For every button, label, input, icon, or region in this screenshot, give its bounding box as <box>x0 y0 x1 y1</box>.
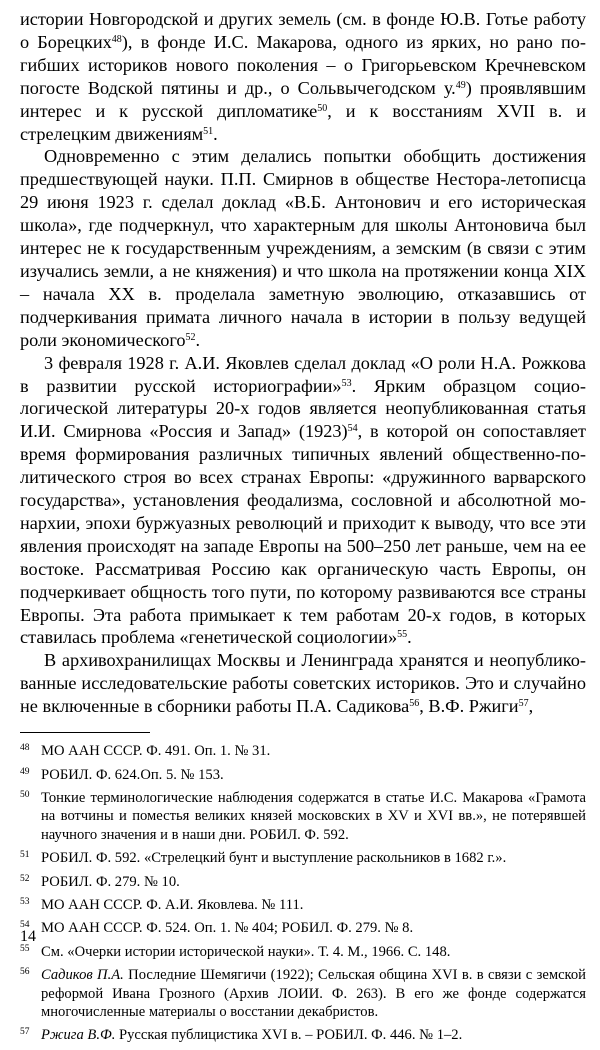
text-run: РОБИЛ. Ф. 279. № 10. <box>41 873 180 890</box>
footnote-text <box>41 943 586 961</box>
footnote <box>20 742 586 760</box>
text-run: Одновременно с этим делались попытки обобщить достижения предшествующей науки. П.П. Смирнов в обществе Нестора-летописца 29 июня 1923 г. сделал доклад «В.Б. Антонович и его историческая школа», где подчеркнул, что характерным для школы Антоновича был интерес не к государственным учреждениям, а земским (в связи с этим изучались земли, а не княжения) и что школа на протяжении конца XIX – начала XX в. проделала заметную эволюцию, отказавшись от подчеркивания примата личного начала в истории в пользу ведущей роли экономического <box>20 146 586 350</box>
text-run: См. «Очерки истории исторической науки». Т. 4. М., 1966. С. 148. <box>41 943 451 960</box>
text-run: . <box>407 627 412 648</box>
footnote <box>20 919 586 937</box>
footnote-text <box>41 742 586 760</box>
text-run: РОБИЛ. Ф. 624.Оп. 5. № 153. <box>41 766 224 783</box>
footnote-ref: 57 <box>518 698 529 710</box>
footnote-ref: 50 <box>317 102 328 114</box>
text-run: , в которой он сопоставляет время формирования различных типичных явлений общественно-политического строя во всех странах Европы: «дружинного варварского государства», установления феодализма, сословной и абсолютной монархии, эпохи буржуазных революций и приходит к выводу, что все эти явления происходят на западе Европы на 500–250 лет раньше, чем на ее востоке. Рассматривая Россию как органическую часть Европы, он подчеркивает общность того пути, по которому развиваются все страны Европы. Эта работа примыкает к тем работам 20-х годов, в которых ставилась проблема «генетической социологии» <box>20 421 586 648</box>
paragraph <box>20 352 586 650</box>
footnote-ref: 53 <box>341 377 352 389</box>
footnote-marker: 50 <box>20 789 30 800</box>
text-run: . <box>195 329 201 350</box>
author-name: Ржига В.Ф. <box>41 1027 116 1044</box>
footnote-number <box>20 966 41 1021</box>
text-run: МО ААН СССР. Ф. 524. Оп. 1. № 404; РОБИЛ. Ф. 279. № 8. <box>41 920 414 937</box>
text-run: , и к восстаниям XVII в. и стрелецким движениям <box>20 100 586 144</box>
footnote-number <box>20 789 41 844</box>
footnote <box>20 766 586 784</box>
footnote-ref: 52 <box>185 331 196 343</box>
main-text <box>20 8 586 718</box>
paragraph <box>20 8 586 145</box>
footnote-number <box>20 896 41 914</box>
text-run: Тонкие терминологические наблюдения содержатся в статье И.С. Макарова «Грамота на вотчины и поместья великих князей московских в XV и XVI вв.», не потерявшей научного значения и в наши дни. РОБИЛ. Ф. 592. <box>41 789 586 843</box>
footnote-number <box>20 742 41 760</box>
footnote-marker: 48 <box>20 743 30 754</box>
author-name: Садиков П.А. <box>41 967 124 984</box>
footnote <box>20 896 586 914</box>
footnote-text <box>41 789 586 844</box>
footnote-text <box>41 766 586 784</box>
footnote-marker: 49 <box>20 766 30 777</box>
text-run: 3 февраля 1928 г. А.И. Яковлев сделал доклад «О роли Н.А. Рожкова в развитии русской историографии» <box>20 352 586 396</box>
footnote-text <box>41 873 586 891</box>
footnote-number <box>20 849 41 867</box>
footnote-marker: 52 <box>20 873 30 884</box>
text-run: . Ярким образцом социологической литературы 20-х годов является неопубликованная статья И.И. Смирнова «Россия и Запад» (1923) <box>20 375 586 442</box>
text-run: Последние Шемягичи (1922); Сельская община XVI в. в связи с земской реформой Ивана Грозного (Архив ЛОИИ. Ф. 263). В его же фонде содержатся многочисленные материалы о восстании декабристов. <box>41 967 586 1020</box>
text-run: истории Новгородской и других земель (см. в фонде Ю.В. Готье работу о Борецких <box>20 9 586 52</box>
footnote <box>20 966 586 1021</box>
text-run: ) проявлявшим интерес и к русской дипломатике <box>20 77 586 121</box>
footnote-marker: 53 <box>20 896 30 907</box>
footnote-marker: 54 <box>20 920 30 931</box>
footnote-text <box>41 849 586 867</box>
text-run: МО ААН СССР. Ф. 491. Оп. 1. № 31. <box>41 743 271 760</box>
text-run: . <box>213 123 218 144</box>
footnote-text <box>41 919 586 937</box>
footnote-ref: 56 <box>409 698 420 710</box>
footnote-marker: 57 <box>20 1027 30 1038</box>
footnote-text <box>41 896 586 914</box>
footnote-marker: 51 <box>20 850 30 861</box>
text-run: Русская публицистика XVI в. – РОБИЛ. Ф. 446. № 1–2. <box>115 1027 463 1044</box>
footnote-text <box>41 966 586 1021</box>
footnote-number <box>20 873 41 891</box>
footnote-ref: 48 <box>111 33 122 45</box>
footnote-divider <box>20 732 150 733</box>
footnote <box>20 789 586 844</box>
footnote <box>20 943 586 961</box>
footnote-number <box>20 766 41 784</box>
text-run: РОБИЛ. Ф. 592. «Стрелецкий бунт и выступление раскольников в 1682 г.». <box>41 850 507 867</box>
footnote-number <box>20 1026 41 1044</box>
paragraph <box>20 649 586 718</box>
footnote-text <box>41 1026 586 1044</box>
footnotes <box>20 742 586 1045</box>
footnote-marker: 56 <box>20 967 30 978</box>
footnote-ref: 49 <box>455 79 466 91</box>
footnote <box>20 849 586 867</box>
text-run: В архивохранилищах Москвы и Ленинграда хранятся и неопубликованные исследовательские работы советских историков. Это и случайно не включенные в сборники работы П.А. Садикова <box>20 650 586 717</box>
text-run: ), в фонде И.С. Макарова, одного из ярких, но рано погибших историков нового поколения – о Григорьевском Кречневском погосте Водской пятины и др., о Сольвычегодском у. <box>20 31 586 98</box>
footnote-ref: 55 <box>397 629 408 641</box>
text-run: МО ААН СССР. Ф. А.И. Яковлева. № 111. <box>41 896 304 913</box>
page-content <box>20 8 586 1050</box>
text-run: , В.Ф. Ржиги <box>419 696 519 717</box>
footnote-marker: 55 <box>20 943 30 954</box>
paragraph <box>20 145 586 351</box>
footnote <box>20 873 586 891</box>
text-run: , <box>528 696 534 717</box>
footnote <box>20 1026 586 1044</box>
footnote-ref: 51 <box>203 125 214 137</box>
footnote-ref: 54 <box>347 423 358 435</box>
page-number: 14 <box>20 928 36 945</box>
